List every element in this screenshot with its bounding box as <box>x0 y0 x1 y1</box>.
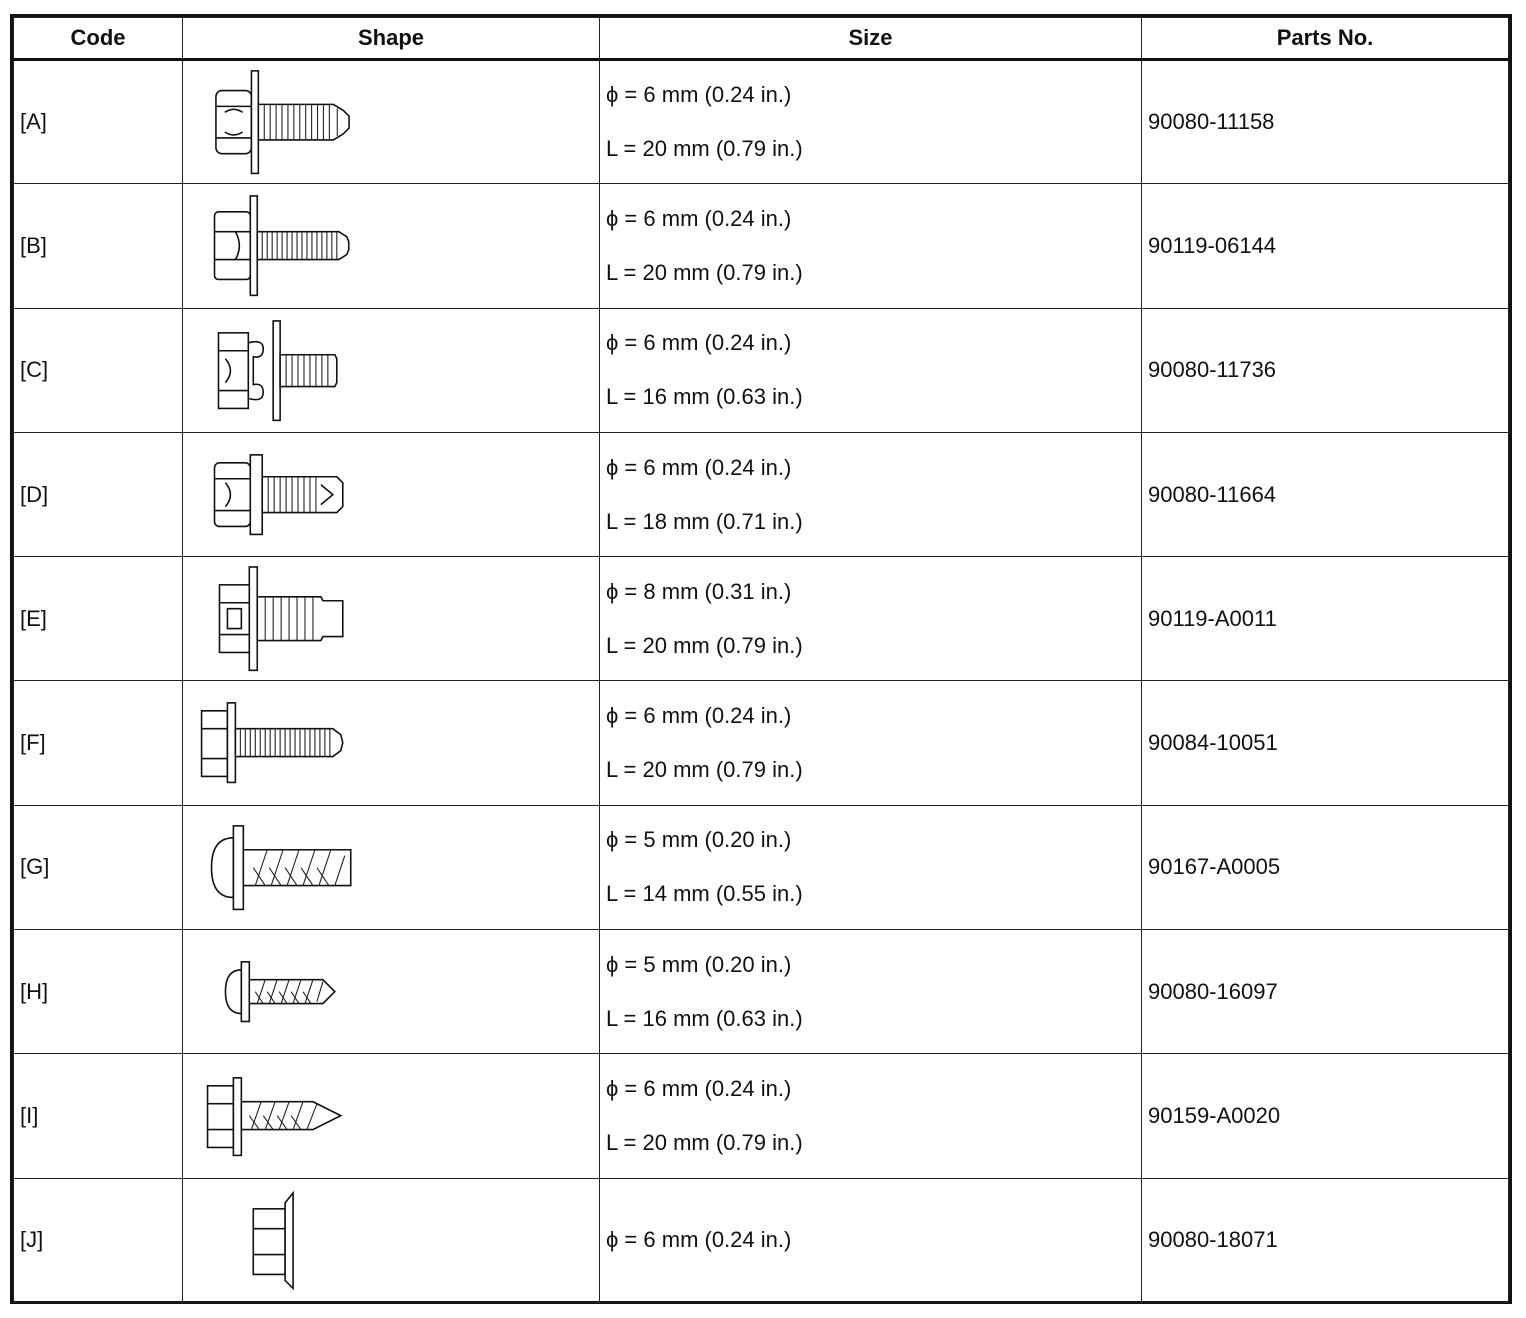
parts-no-cell: 90167-A0005 <box>1142 805 1509 929</box>
small-tapping-screw-icon <box>183 930 599 1053</box>
size-cell <box>600 1178 1142 1302</box>
shape-cell <box>183 1178 600 1302</box>
size-length: L = 20 mm (0.79 in.) <box>606 136 803 162</box>
size-diameter: ϕ = 5 mm (0.20 in.) <box>606 827 792 853</box>
parts-no-cell: 90080-18071 <box>1142 1178 1509 1302</box>
size-cell <box>600 1054 1142 1178</box>
code-cell: [B] <box>14 184 183 308</box>
size-cell <box>600 930 1142 1054</box>
table-row <box>14 308 1509 432</box>
size-cell <box>600 805 1142 929</box>
parts-no-cell: 90159-A0020 <box>1142 1054 1509 1178</box>
size-length: L = 16 mm (0.63 in.) <box>606 1005 803 1031</box>
header-shape: Shape <box>183 18 600 60</box>
table-row <box>14 930 1509 1054</box>
header-size: Size <box>600 18 1142 60</box>
size-diameter: ϕ = 6 mm (0.24 in.) <box>606 330 792 356</box>
parts-no-cell: 90084-10051 <box>1142 681 1509 805</box>
flange-nut-icon <box>183 1179 599 1302</box>
code-cell: [G] <box>14 805 183 929</box>
size-diameter: ϕ = 6 mm (0.24 in.) <box>606 1076 792 1102</box>
hex-bolt-with-washer-slotted-tip-icon <box>183 433 599 556</box>
size-diameter: ϕ = 6 mm (0.24 in.) <box>606 454 792 480</box>
flange-hex-bolt-icon <box>183 681 599 804</box>
table-header-row <box>14 18 1509 60</box>
size-diameter: ϕ = 6 mm (0.24 in.) <box>606 205 792 231</box>
size-diameter: ϕ = 6 mm (0.24 in.) <box>606 82 792 108</box>
size-cell <box>600 432 1142 556</box>
table-row <box>14 1178 1509 1302</box>
shape-cell <box>183 1054 600 1178</box>
code-cell: [C] <box>14 308 183 432</box>
code-cell: [D] <box>14 432 183 556</box>
shape-cell <box>183 681 600 805</box>
parts-no-cell: 90080-11158 <box>1142 60 1509 184</box>
size-cell <box>600 557 1142 681</box>
size-length: L = 16 mm (0.63 in.) <box>606 384 803 410</box>
shape-cell <box>183 184 600 308</box>
table-row <box>14 557 1509 681</box>
size-diameter: ϕ = 5 mm (0.20 in.) <box>606 951 792 977</box>
size-cell <box>600 308 1142 432</box>
hex-bolt-with-spring-washer-icon <box>183 309 599 432</box>
code-cell: [I] <box>14 1054 183 1178</box>
table-row <box>14 805 1509 929</box>
code-cell: [J] <box>14 1178 183 1302</box>
parts-no-cell: 90080-11736 <box>1142 308 1509 432</box>
size-length: L = 20 mm (0.79 in.) <box>606 632 803 658</box>
shape-cell <box>183 60 600 184</box>
parts-no-cell: 90119-A0011 <box>1142 557 1509 681</box>
parts-no-cell: 90080-11664 <box>1142 432 1509 556</box>
table-row <box>14 60 1509 184</box>
table-row <box>14 184 1509 308</box>
size-diameter: ϕ = 8 mm (0.31 in.) <box>606 578 792 604</box>
size-length: L = 20 mm (0.79 in.) <box>606 757 803 783</box>
size-length: L = 18 mm (0.71 in.) <box>606 508 803 534</box>
shape-cell <box>183 308 600 432</box>
code-cell: [H] <box>14 930 183 1054</box>
flange-bolt-with-washer-tapered-icon <box>183 61 599 183</box>
code-cell: [A] <box>14 60 183 184</box>
parts-no-cell: 90080-16097 <box>1142 930 1509 1054</box>
table-row <box>14 432 1509 556</box>
washer-head-tapping-screw-icon <box>183 806 599 929</box>
size-length: L = 14 mm (0.55 in.) <box>606 881 803 907</box>
size-cell <box>600 184 1142 308</box>
shape-cell <box>183 930 600 1054</box>
size-length: L = 20 mm (0.79 in.) <box>606 1130 803 1156</box>
hex-tapping-screw-pointed-icon <box>183 1054 599 1177</box>
shape-cell <box>183 557 600 681</box>
header-code: Code <box>14 18 183 60</box>
code-cell: [F] <box>14 681 183 805</box>
hex-bolt-with-washer-pilot-tip-icon <box>183 557 599 680</box>
size-cell <box>600 681 1142 805</box>
size-diameter: ϕ = 6 mm (0.24 in.) <box>606 1227 792 1253</box>
size-length: L = 20 mm (0.79 in.) <box>606 259 803 285</box>
table-row <box>14 681 1509 805</box>
table-row <box>14 1054 1509 1178</box>
shape-cell <box>183 805 600 929</box>
shape-cell <box>183 432 600 556</box>
hex-bolt-with-washer-fine-thread-icon <box>183 184 599 307</box>
fastener-table-frame <box>10 14 1512 1304</box>
fastener-table <box>13 17 1509 1303</box>
header-parts-no: Parts No. <box>1142 18 1509 60</box>
size-diameter: ϕ = 6 mm (0.24 in.) <box>606 703 792 729</box>
size-cell <box>600 60 1142 184</box>
code-cell: [E] <box>14 557 183 681</box>
parts-no-cell: 90119-06144 <box>1142 184 1509 308</box>
